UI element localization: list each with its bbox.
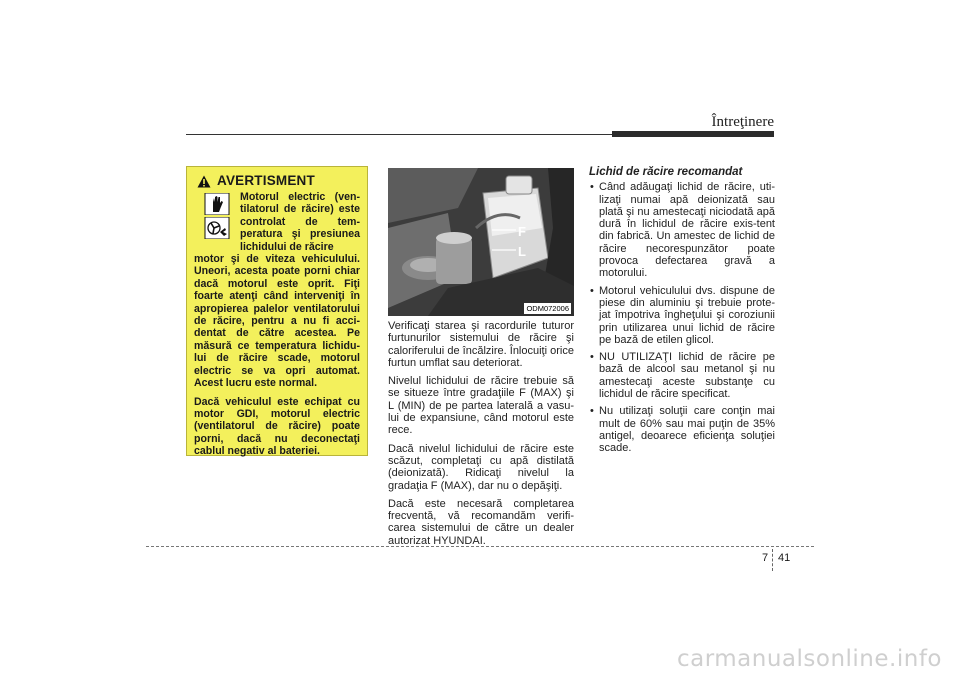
warning-intro-text: Motorul electric (ven-tilatorul de răcire) este controlat de tem-peratura şi presiunea lichidului de răcire (240, 191, 360, 253)
photo-code: ODM072006 (526, 304, 569, 313)
list-item: • NU UTILIZAŢI lichid de răcire pe bază de alcool sau metanol şi nu amestecaţi aceste substanţe cu lichidul de răcire specificat. (589, 351, 775, 400)
section-title: Întreţinere (711, 114, 774, 130)
page-number-separator (772, 549, 773, 571)
min-mark-label: L (518, 244, 526, 259)
watermark: carmanualsonline.info (676, 646, 942, 672)
warning-title: AVERTISMENT (217, 173, 315, 189)
coolant-reservoir-illustration (388, 168, 574, 316)
section-heading: Lichid de răcire recomandat (589, 166, 743, 178)
right-column (589, 166, 775, 460)
warning-triangle-icon (197, 175, 211, 188)
warning-header (197, 175, 360, 188)
warning-paragraph: Dacă vehiculul este echipat cu motor GDI, motorul electric (ventilatorul de răcire) poate porni, dacă nu deconectaţi cablul negativ al bateriei. (194, 395, 360, 458)
chapter-number: 7 (762, 552, 769, 564)
list-item: • Nu utilizaţi soluţii care conţin mai mult de 60% sau mai puţin de 35% antigel, deoarece eficienţa soluţiei scade. (589, 405, 775, 454)
body-paragraph: Dacă nivelul lichidului de răcire este scăzut, completaţi cu apă distilată (deionizată). Ridicaţi nivelul la gradaţia F (MAX), dar nu o depăşiţi. (388, 442, 574, 492)
max-mark-label: F (518, 224, 526, 239)
body-paragraph: Dacă este necesară completarea frecventă, vă recomandăm verifi-carea sistemului de către un dealer autorizat HYUNDAI. (388, 497, 574, 547)
warning-box (186, 166, 368, 456)
coolant-list (589, 181, 775, 454)
list-item: • Când adăugaţi lichid de răcire, uti-lizaţi numai apă deionizată sau plată şi nu amestecaţi niciodată apă dură în lichidul de răcire exis-tent din fabrică. Un amestec de lichid de răcire necorespunzător poate provoca defectarea gravă a motorului. (589, 181, 775, 279)
warning-paragraph: motor şi de viteza vehiculului. Uneori, acesta poate porni chiar dacă motorul este oprit. Fiţi foarte atenţi când interveniţi în apropierea palelor ventilatorului de răcire, pentru a nu fi acci-dentat de către acestea. Pe măsură ce temperatura lichidu-lui de răcire scade, motorul electric se va opri automat. Acest lucru este normal. (194, 253, 360, 390)
header-rule (186, 134, 612, 135)
engine-bay-photo (388, 168, 574, 316)
body-paragraph: Verificaţi starea şi racordurile tuturor furtunurilor sistemului de răcire şi caloriferului de încălzire. Înlocuiţi orice furtun umflat sau deteriorat. (388, 320, 574, 369)
list-item: • Motorul vehiculului dvs. dispune de piese din aluminiu şi trebuie prote-jat împotriva îngheţului şi coroziunii prin utilizarea unui lichid de răcire pe bază de etilen glicol. (589, 285, 775, 346)
middle-column (388, 320, 574, 553)
fan-hazard-icon (202, 217, 232, 239)
header-bar (612, 131, 774, 137)
page-number: 41 (778, 552, 791, 564)
body-paragraph: Nivelul lichidului de răcire trebuie să se situeze între gradaţiile F (MAX) şi L (MIN) de pe partea laterală a vasu-lui de expansiune, când motorul este rece. (388, 375, 574, 437)
hand-stop-icon (202, 193, 232, 215)
footer-rule (146, 546, 814, 547)
